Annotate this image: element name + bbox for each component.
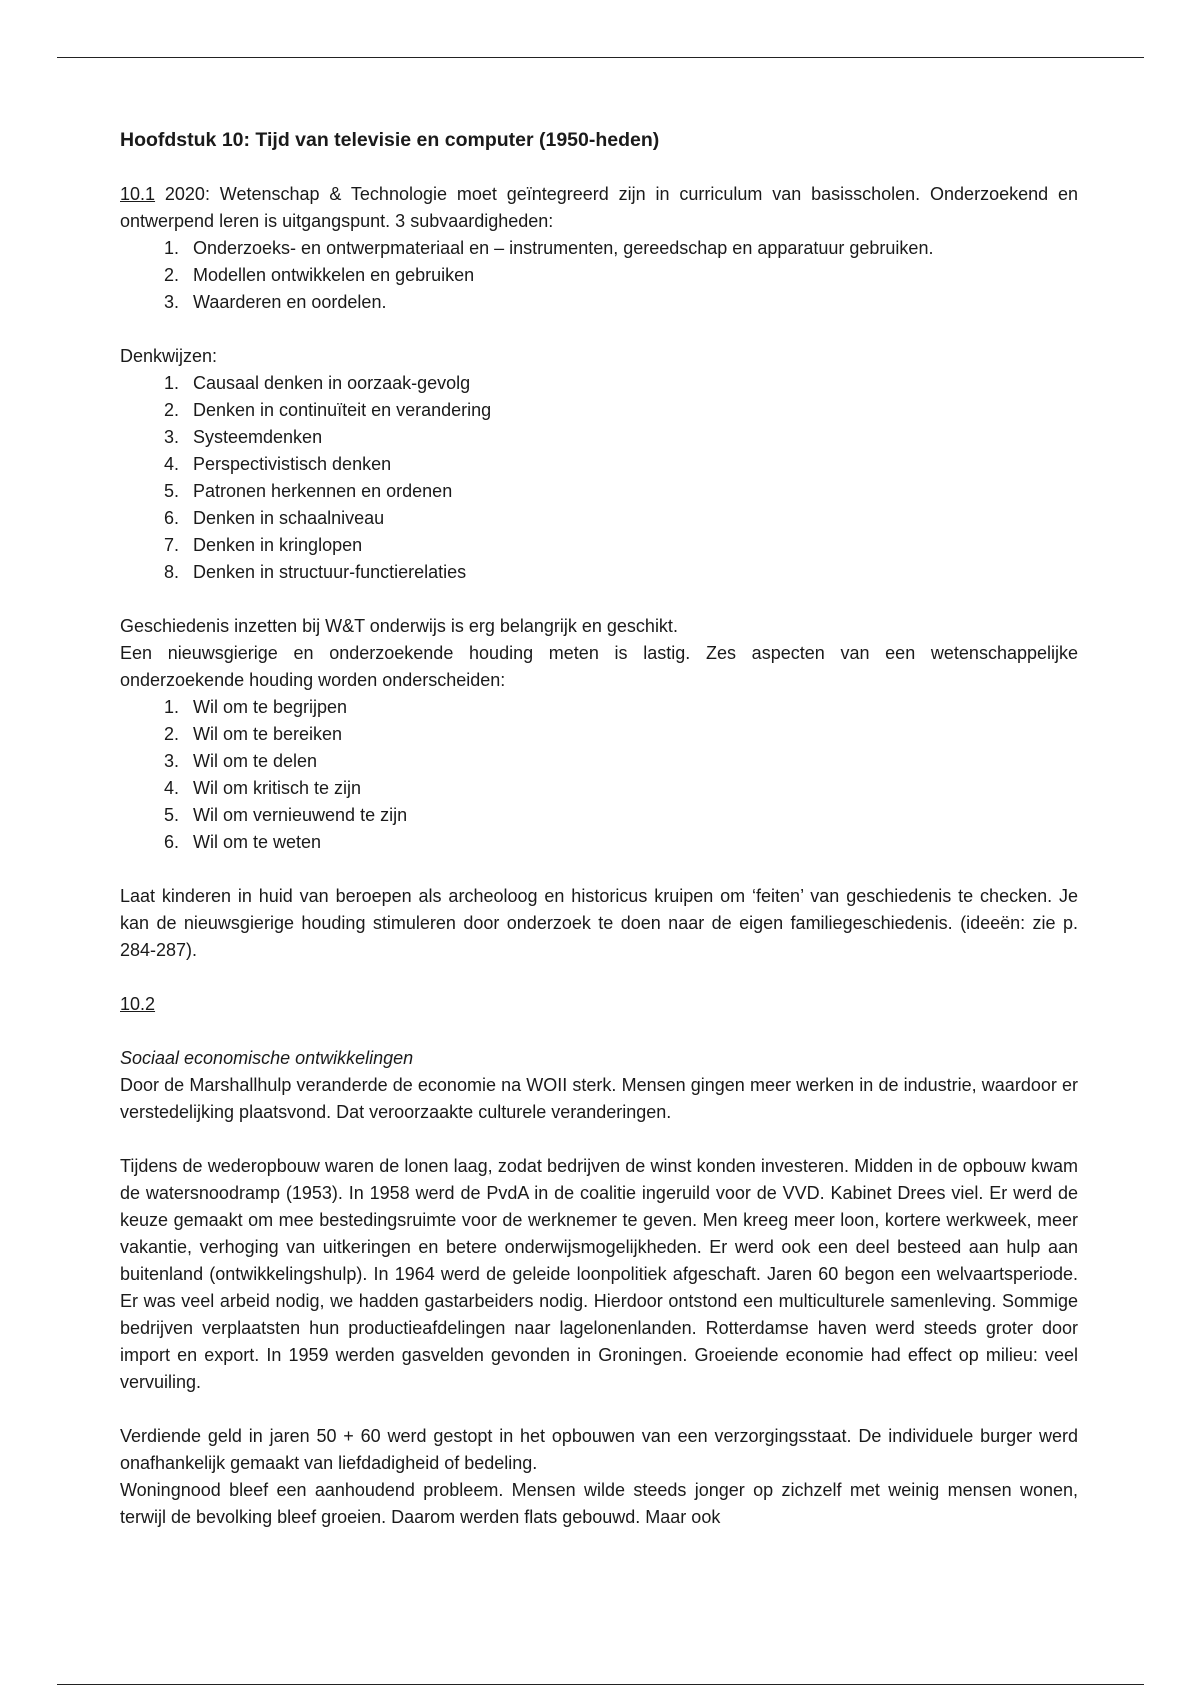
houding-list — [120, 694, 1078, 856]
list-item: 5. Patronen herkennen en ordenen — [163, 481, 453, 501]
list-item: 1. Onderzoeks- en ontwerpmateriaal en – instrumenten, gereedschap en apparatuur gebruiken. — [163, 238, 934, 258]
subvaardigheden-list — [120, 235, 1078, 316]
list-item: 4. Perspectivistisch denken — [163, 454, 392, 474]
paragraph: Woningnood bleef een aanhoudend probleem. Mensen wilde steeds jonger op zichzelf met weinig mensen wonen, terwijl de bevolking bleef groeien. Daarom werden flats gebouwd. Maar ook — [120, 1480, 1078, 1527]
list-item: 7. Denken in kringlopen — [163, 535, 363, 555]
list-item: 3. Systeemdenken — [163, 427, 323, 447]
paragraph: Door de Marshallhulp veranderde de economie na WOII sterk. Mensen gingen meer werken in de industrie, waardoor er verstedelijking plaatsvond. Dat veroorzaakte culturele veranderingen. — [120, 1075, 1078, 1122]
list-item: 4. Wil om kritisch te zijn — [163, 778, 362, 798]
header-rule — [57, 57, 1144, 58]
list-item: 8. Denken in structuur-functierelaties — [163, 562, 467, 582]
subheading: Sociaal economische ontwikkelingen — [120, 1048, 414, 1068]
denkwijzen-list — [120, 370, 1078, 586]
list-item: 6. Wil om te weten — [163, 832, 322, 852]
paragraph: Tijdens de wederopbouw waren de lonen laag, zodat bedrijven de winst konden investeren. Midden in de opbouw kwam de watersnoodramp (1953). In 1958 werd de PvdA in de coalitie ingeruild voor de VVD. Kabinet Drees viel. Er werd de keuze gemaakt om mee bestedingsruimte voor de werknemer te geven. Men kreeg meer loon, kortere werkweek, meer vakantie, verhoging van uitkeringen en betere onderwijsmogelijkheden. Er werd ook een deel besteed aan hulp aan buitenland (ontwikkelingshulp). In 1964 werd de geleide loonpolitiek afgeschaft. Jaren 60 begon een welvaartsperiode. Er was veel arbeid nodig, we hadden gastarbeiders nodig. Hierdoor ontstond een multiculturele samenleving. Sommige bedrijven verplaatsten hun productieafdelingen naar lagelonenlanden. Rotterdamse haven werd steeds groter door import en export. In 1959 werden gasvelden gevonden in Groningen. Groeiende economie had effect op milieu: veel vervuiling. — [120, 1156, 1078, 1392]
list-item: 2. Wil om te bereiken — [163, 724, 343, 744]
paragraph: Geschiedenis inzetten bij W&T onderwijs is erg belangrijk en geschikt. — [120, 616, 678, 636]
document-body — [120, 126, 1078, 1531]
list-item: 5. Wil om vernieuwend te zijn — [163, 805, 408, 825]
list-item: 3. Wil om te delen — [163, 751, 318, 771]
list-item: 2. Modellen ontwikkelen en gebruiken — [163, 265, 475, 285]
list-item: 1. Wil om te begrijpen — [163, 697, 348, 717]
section-10-2-heading: 10.2 — [120, 994, 156, 1014]
chapter-title: Hoofdstuk 10: Tijd van televisie en computer (1950-heden) — [120, 129, 660, 151]
denkwijzen-heading: Denkwijzen: — [120, 346, 218, 366]
paragraph: Een nieuwsgierige en onderzoekende houding meten is lastig. Zes aspecten van een wetenschappelijke onderzoekende houding worden onderscheiden: — [120, 643, 1078, 690]
list-item: 2. Denken in continuïteit en verandering — [163, 400, 492, 420]
footer-rule — [57, 1684, 1144, 1685]
section-10-1-intro: 10.1 2020: Wetenschap & Technologie moet geïntegreerd zijn in curriculum van basisscholen. Onderzoekend en ontwerpend leren is uitgangspunt. 3 subvaardigheden: — [120, 184, 1078, 231]
section-10-1-label: 10.1 — [120, 184, 156, 204]
list-item: 6. Denken in schaalniveau — [163, 508, 385, 528]
list-item: 1. Causaal denken in oorzaak-gevolg — [163, 373, 471, 393]
list-item: 3. Waarderen en oordelen. — [163, 292, 387, 312]
paragraph: Verdiende geld in jaren 50 + 60 werd gestopt in het opbouwen van een verzorgingsstaat. De individuele burger werd onafhankelijk gemaakt van liefdadigheid of bedeling. — [120, 1426, 1078, 1473]
paragraph: Laat kinderen in huid van beroepen als archeoloog en historicus kruipen om ‘feiten’ van geschiedenis te checken. Je kan de nieuwsgierige houding stimuleren door onderzoek te doen naar de eigen familiegeschiedenis. (ideeën: zie p. 284-287). — [120, 886, 1078, 960]
